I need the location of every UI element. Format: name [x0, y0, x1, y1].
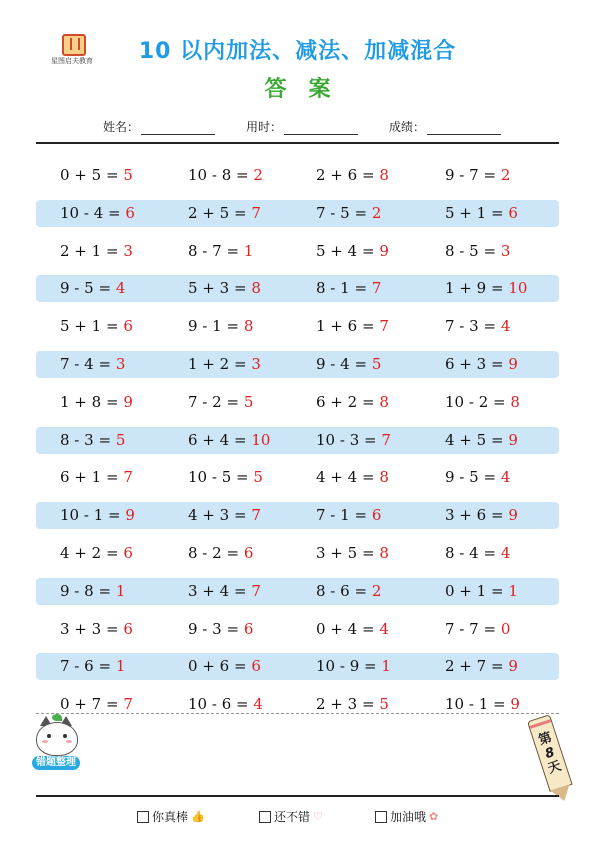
problem-cell [188, 427, 270, 454]
problem-row [36, 351, 559, 378]
problem-answer: 4 [115, 279, 126, 298]
problem-cell [60, 162, 133, 189]
problem-answer: 2 [371, 203, 382, 222]
problem-question: 3 + 6 = [445, 506, 504, 525]
problem-question: 1 + 6 = [316, 317, 375, 336]
problem-cell [445, 464, 510, 491]
problem-answer: 7 [251, 506, 261, 525]
problem-row [36, 275, 559, 302]
problem-answer: 5 [371, 355, 382, 373]
problem-answer: 7 [251, 581, 261, 600]
cat-eye-icon [63, 734, 67, 738]
problem-answer: 5 [253, 468, 263, 487]
problem-cell [316, 162, 389, 189]
problem-cell [445, 578, 518, 605]
logo-text: 星图启夫教育 [51, 57, 93, 65]
problem-cell [188, 540, 253, 567]
cat-blush-icon [42, 740, 48, 743]
problem-question: 8 - 3 = [60, 430, 112, 449]
problem-answer: 7 [381, 430, 391, 449]
problem-answer: 1 [115, 657, 126, 676]
score-field[interactable] [389, 118, 501, 135]
problem-answer: 6 [123, 317, 133, 336]
heart-icon: ♡ [313, 810, 323, 823]
problem-cell [316, 427, 391, 454]
problem-cell [316, 653, 391, 680]
problem-question: 7 - 5 = [316, 203, 368, 222]
problem-cell [445, 313, 510, 340]
cat-blush-icon [66, 740, 72, 743]
problem-question: 10 - 4 = [60, 203, 121, 222]
problem-question: 6 + 4 = [188, 430, 247, 449]
problem-question: 3 + 4 = [188, 581, 247, 600]
name-field[interactable] [103, 118, 215, 135]
check-label: 你真棒 [152, 810, 189, 824]
problem-answer: 7 [371, 279, 382, 298]
day-prefix: 第 [536, 730, 554, 749]
problem-answer: 3 [123, 241, 133, 260]
problem-question: 6 + 3 = [445, 355, 504, 373]
name-blank[interactable] [141, 122, 215, 135]
pencil-band [529, 719, 551, 729]
thumbs-up-icon: 👍 [191, 810, 205, 823]
problem-question: 1 + 9 = [445, 279, 504, 298]
leaf-icon [52, 714, 62, 721]
cat-face-icon [36, 722, 78, 756]
check-keep-going[interactable] [375, 808, 438, 825]
score-blank[interactable] [427, 122, 501, 135]
problem-answer: 7 [379, 317, 389, 336]
problem-row [36, 427, 559, 454]
problem-cell [60, 275, 125, 302]
problem-cell [60, 313, 133, 340]
problem-cell [316, 578, 381, 605]
problem-cell [316, 351, 381, 378]
problem-question: 10 - 9 = [316, 657, 377, 676]
problem-cell [60, 653, 125, 680]
problem-question: 4 + 2 = [60, 544, 119, 562]
problem-question: 10 - 5 = [188, 468, 249, 487]
problem-answer: 5 [123, 166, 133, 184]
problem-cell [188, 616, 253, 643]
problem-cell [445, 389, 520, 416]
problem-question: 7 - 4 = [60, 355, 112, 373]
problem-answer: 6 [125, 203, 135, 222]
problem-cell [188, 351, 261, 378]
problem-answer: 6 [123, 619, 133, 638]
check-great[interactable] [137, 808, 205, 825]
problem-question: 4 + 5 = [445, 430, 504, 449]
score-label: 成绩： [389, 120, 426, 134]
problem-answer: 9 [510, 695, 520, 714]
problem-row [36, 653, 559, 680]
problem-answer: 10 [508, 279, 528, 298]
problem-cell [60, 427, 125, 454]
problem-question: 6 + 1 = [60, 468, 119, 487]
problem-answer: 9 [508, 506, 518, 525]
checkbox[interactable] [375, 811, 387, 823]
problem-question: 7 - 7 = [445, 619, 497, 638]
problem-answer: 1 [381, 657, 391, 676]
problem-answer: 3 [115, 355, 126, 373]
problem-answer: 6 [251, 657, 261, 676]
problem-question: 9 - 4 = [316, 355, 368, 373]
problem-cell [445, 162, 510, 189]
problem-cell [316, 464, 389, 491]
day-suffix: 天 [546, 758, 564, 777]
problem-answer: 1 [508, 581, 518, 600]
problem-answer: 8 [379, 468, 389, 487]
problem-question: 5 + 3 = [188, 279, 247, 298]
problem-question: 0 + 7 = [60, 695, 119, 714]
problem-answer: 4 [253, 695, 263, 714]
problem-question: 7 - 3 = [445, 317, 497, 336]
problem-answer: 8 [243, 317, 254, 336]
problem-answer: 1 [115, 581, 126, 600]
problem-answer: 7 [251, 203, 261, 222]
problem-cell [188, 238, 253, 265]
problem-cell [60, 578, 125, 605]
problem-cell [445, 238, 510, 265]
problem-question: 7 - 6 = [60, 657, 112, 676]
check-label: 还不错 [274, 810, 311, 824]
problem-answer: 9 [125, 506, 135, 525]
problem-question: 10 - 1 = [445, 695, 506, 714]
problem-cell [316, 200, 381, 227]
mistakes-area[interactable] [36, 713, 559, 794]
problem-answer: 5 [243, 392, 254, 411]
problem-answer: 4 [500, 468, 511, 487]
problem-answer: 5 [379, 695, 389, 714]
problem-question: 8 - 2 = [188, 544, 240, 562]
problem-row [36, 464, 559, 491]
problem-cell [316, 238, 389, 265]
problem-cell [445, 200, 518, 227]
checkbox[interactable] [137, 811, 149, 823]
header-divider [36, 142, 559, 144]
problem-cell [60, 389, 133, 416]
problem-question: 5 + 1 = [445, 203, 504, 222]
problem-cell [188, 275, 261, 302]
problem-cell [60, 351, 125, 378]
problem-answer: 4 [500, 544, 511, 562]
problem-answer: 6 [508, 203, 518, 222]
problem-answer: 8 [510, 392, 520, 411]
problem-answer: 3 [251, 355, 261, 373]
problem-question: 9 - 5 = [445, 468, 497, 487]
problem-question: 7 - 1 = [316, 506, 368, 525]
problem-question: 2 + 7 = [445, 657, 504, 676]
cat-eye-icon [47, 734, 51, 738]
problem-answer: 5 [115, 430, 126, 449]
problem-cell [60, 502, 135, 529]
problem-answer: 4 [379, 619, 389, 638]
page-subtitle: 答案 [264, 77, 353, 102]
problem-cell [445, 275, 527, 302]
problem-question: 9 - 3 = [188, 619, 240, 638]
problem-question: 8 - 4 = [445, 544, 497, 562]
problem-cell [188, 464, 263, 491]
problem-question: 9 - 7 = [445, 166, 497, 184]
problem-question: 8 - 6 = [316, 581, 368, 600]
problem-question: 0 + 5 = [60, 166, 119, 184]
problem-answer: 4 [500, 317, 511, 336]
time-blank[interactable] [284, 122, 358, 135]
problem-question: 2 + 1 = [60, 241, 119, 260]
problem-question: 3 + 3 = [60, 619, 119, 638]
problem-answer: 1 [243, 241, 254, 260]
problem-question: 2 + 5 = [188, 203, 247, 222]
problem-answer: 8 [379, 544, 389, 562]
problem-answer: 9 [379, 241, 389, 260]
name-label: 姓名： [103, 120, 140, 134]
problem-answer: 6 [123, 544, 133, 562]
problem-answer: 2 [500, 166, 511, 184]
problem-question: 10 - 8 = [188, 166, 249, 184]
problem-cell [60, 238, 133, 265]
problem-cell [188, 389, 253, 416]
problem-cell [188, 162, 263, 189]
problem-question: 1 + 2 = [188, 355, 247, 373]
problem-cell [445, 427, 518, 454]
problem-answer: 7 [123, 468, 133, 487]
problem-cell [445, 502, 518, 529]
problem-answer: 6 [371, 506, 382, 525]
problem-answer: 7 [123, 695, 133, 714]
problem-cell [445, 351, 518, 378]
problem-row [36, 200, 559, 227]
problem-question: 8 - 5 = [445, 241, 497, 260]
problem-cell [445, 653, 518, 680]
problem-answer: 6 [243, 619, 254, 638]
problem-question: 10 - 6 = [188, 695, 249, 714]
problem-cell [60, 540, 133, 567]
problem-row [36, 540, 559, 567]
day-number: 8 [543, 744, 557, 763]
problem-cell [60, 464, 133, 491]
problem-question: 8 - 1 = [316, 279, 368, 298]
problem-question: 5 + 4 = [316, 241, 375, 260]
problem-cell [316, 616, 389, 643]
problem-answer: 6 [243, 544, 254, 562]
problem-answer: 2 [253, 166, 263, 184]
problem-question: 6 + 2 = [316, 392, 375, 411]
problem-question: 4 + 3 = [188, 506, 247, 525]
checkbox[interactable] [259, 811, 271, 823]
problem-answer: 0 [500, 619, 511, 638]
problem-cell [188, 578, 261, 605]
problem-cell [188, 313, 253, 340]
problem-cell [60, 200, 135, 227]
problem-question: 9 - 5 = [60, 279, 112, 298]
problem-question: 0 + 4 = [316, 619, 375, 638]
problem-row [36, 578, 559, 605]
problem-question: 1 + 8 = [60, 392, 119, 411]
problem-row [36, 162, 559, 189]
problem-cell [445, 616, 510, 643]
problem-cell [188, 653, 261, 680]
problem-question: 2 + 6 = [316, 166, 375, 184]
problem-row [36, 502, 559, 529]
problem-cell [316, 313, 389, 340]
problem-cell [316, 502, 381, 529]
problem-question: 4 + 4 = [316, 468, 375, 487]
problem-answer: 9 [123, 392, 133, 411]
problem-question: 3 + 5 = [316, 544, 375, 562]
problem-question: 10 - 1 = [60, 506, 121, 525]
problem-answer: 3 [500, 241, 511, 260]
problem-question: 0 + 1 = [445, 581, 504, 600]
time-field[interactable] [246, 118, 358, 135]
problem-question: 9 - 1 = [188, 317, 240, 336]
check-label: 加油哦 [390, 810, 427, 824]
problem-cell [316, 389, 389, 416]
problem-cell [316, 275, 381, 302]
problem-cell [60, 616, 133, 643]
check-good[interactable] [259, 808, 323, 825]
problem-question: 0 + 6 = [188, 657, 247, 676]
problem-cell [445, 540, 510, 567]
problem-answer: 2 [371, 581, 382, 600]
problem-cell [188, 502, 261, 529]
problem-cell [316, 540, 389, 567]
problem-question: 9 - 8 = [60, 581, 112, 600]
problem-row [36, 313, 559, 340]
problem-answer: 9 [508, 355, 518, 373]
problem-question: 2 + 3 = [316, 695, 375, 714]
problem-cell [188, 200, 261, 227]
problem-answer: 8 [251, 279, 261, 298]
problem-answer: 9 [508, 430, 518, 449]
problem-question: 7 - 2 = [188, 392, 240, 411]
problem-row [36, 238, 559, 265]
problem-answer: 9 [508, 657, 518, 676]
problem-answer: 8 [379, 166, 389, 184]
problem-question: 5 + 1 = [60, 317, 119, 336]
time-label: 用时： [246, 120, 283, 134]
problem-question: 10 - 3 = [316, 430, 377, 449]
footer-divider [36, 795, 559, 797]
problem-row [36, 616, 559, 643]
page-title: 10 以内加法、减法、加减混合 [138, 39, 457, 64]
problem-question: 10 - 2 = [445, 392, 506, 411]
problem-row [36, 389, 559, 416]
problem-answer: 10 [251, 430, 271, 449]
problem-answer: 8 [379, 392, 389, 411]
cheer-icon: ✿ [429, 810, 439, 823]
mistakes-badge: 错题整理 [32, 756, 80, 770]
problem-question: 8 - 7 = [188, 241, 240, 260]
